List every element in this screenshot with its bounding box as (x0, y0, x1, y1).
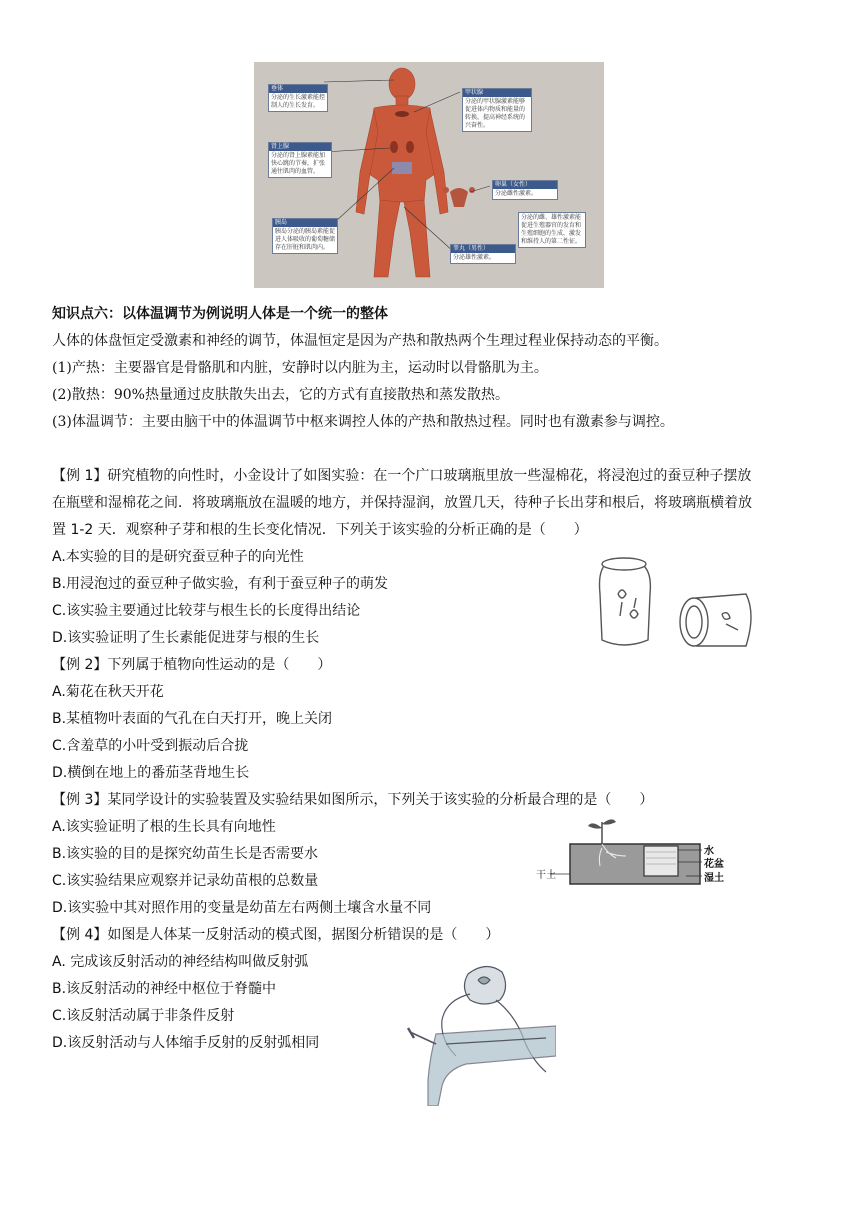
ex4-option-b: B.该反射活动的神经中枢位于脊髓中 (52, 981, 277, 997)
label-islets (272, 218, 338, 254)
label-title: 胰岛 (273, 219, 337, 227)
label-title: 睾丸（男性） (451, 245, 515, 253)
label-text: 分泌的生长激素能控制人的生长发育。 (271, 94, 326, 109)
label-title: 甲状腺 (463, 89, 531, 97)
label-ovary (492, 180, 558, 200)
section-point-2: (2)散热：90%热量通过皮肤散失出去，它的方式有直接散热和蒸发散热。 (52, 387, 509, 403)
ex1-option-d: D.该实验证明了生长素能促进芽与根的生长 (52, 630, 320, 646)
label-sex-hormones (518, 212, 586, 248)
label-wet-soil: 湿土 (704, 873, 724, 884)
seedling-pot-drawing (536, 818, 728, 890)
ex1-stem-line-3: 置 1-2 天．观察种子芽和根的生长变化情况．下列关于该实验的分析正确的是（ ） (52, 522, 588, 538)
ex1-stem-line-1: 【例 1】研究植物的向性时，小金设计了如图实验：在一个广口玻璃瓶里放一些湿棉花，将浸泡过的蚕豆种子摆放 (52, 468, 752, 484)
label-text: 分泌的肾上腺素能加快心跳的节奏，扩张通往肌肉的血管。 (271, 152, 326, 175)
ex3-option-a: A.该实验证明了根的生长具有向地性 (52, 819, 276, 835)
section-intro: 人体的体盘恒定受激素和神经的调节，体温恒定是因为产热和散热两个生理过程业保持动态的平衡。 (52, 333, 668, 349)
seedling-pot-figure (536, 818, 728, 890)
label-dry-soil: 干土 (536, 870, 556, 881)
label-text: 分泌的甲状腺激素能够促进体内物质和能量的转换，提高神经系统的兴奋性。 (465, 98, 526, 129)
ex4-option-c: C.该反射活动属于非条件反射 (52, 1008, 235, 1024)
label-title: 肾上腺 (269, 143, 331, 151)
ex3-option-d: D.该实验中其对照作用的变量是幼苗左右两侧土壤含水量不同 (52, 900, 432, 916)
label-text: 分泌雄性激素。 (453, 254, 496, 261)
ex2-stem: 【例 2】下列属于植物向性运动的是（ ） (52, 657, 332, 673)
ex3-option-c: C.该实验结果应观察并记录幼苗根的总数量 (52, 873, 319, 889)
ex2-option-d: D.横倒在地上的番茄茎背地生长 (52, 765, 250, 781)
ex4-option-d: D.该反射活动与人体缩手反射的反射弧相同 (52, 1035, 320, 1051)
endocrine-system-figure (254, 62, 604, 288)
section-point-3: (3)体温调节：主要由脑干中的体温调节中枢来调控人体的产热和散热过程。同时也有激素参与调控。 (52, 414, 674, 430)
label-title: 垂体 (269, 85, 327, 93)
ex3-option-b: B.该实验的目的是探究幼苗生长是否需要水 (52, 846, 319, 862)
ex2-option-b: B.某植物叶表面的气孔在白天打开，晚上关闭 (52, 711, 333, 727)
label-thyroid (462, 88, 532, 132)
label-text: 分泌的雌、雄性激素能促进生殖器官的发育和生殖细胞的生成，激发和维持人的第二性征。 (521, 214, 582, 245)
label-text: 胰岛分泌的胰岛素能促进人体吸收的葡萄糖储存在肝脏和肌肉内。 (275, 228, 336, 251)
label-pot: 花盆 (704, 859, 724, 870)
section-point-1: (1)产热：主要器官是骨骼肌和内脏，安静时以内脏为主，运动时以骨骼肌为主。 (52, 360, 548, 376)
ex1-option-c: C.该实验主要通过比较芽与根生长的长度得出结论 (52, 603, 361, 619)
jar-experiment-figure (596, 554, 760, 654)
ex2-option-a: A.菊花在秋天开花 (52, 684, 164, 700)
section-heading: 知识点六：以体温调节为例说明人体是一个统一的整体 (52, 306, 388, 322)
ex1-stem-line-2: 在瓶壁和湿棉花之间．将玻璃瓶放在温暖的地方，并保持湿润，放置几天，待种子长出芽和根后，将玻璃瓶横着放 (52, 495, 752, 511)
label-pituitary (268, 84, 328, 112)
label-adrenal (268, 142, 332, 178)
ex3-stem: 【例 3】某同学设计的实验装置及实验结果如图所示，下列关于该实验的分析最合理的是（ ） (52, 792, 654, 808)
ex2-option-c: C.含羞草的小叶受到振动后合拢 (52, 738, 249, 754)
ex4-option-a: A. 完成该反射活动的神经结构叫做反射弧 (52, 954, 309, 970)
label-text: 分泌雌性激素。 (495, 190, 538, 197)
label-water: 水 (704, 846, 714, 857)
ex1-option-a: A.本实验的目的是研究蚕豆种子的向光性 (52, 549, 304, 565)
label-title: 卵巢（女性） (493, 181, 557, 189)
reflex-arc-figure (406, 960, 556, 1106)
label-testis (450, 244, 516, 264)
ex4-stem: 【例 4】如图是人体某一反射活动的模式图，据图分析错误的是（ ） (52, 927, 500, 943)
ex1-option-b: B.用浸泡过的蚕豆种子做实验，有利于蚕豆种子的萌发 (52, 576, 389, 592)
